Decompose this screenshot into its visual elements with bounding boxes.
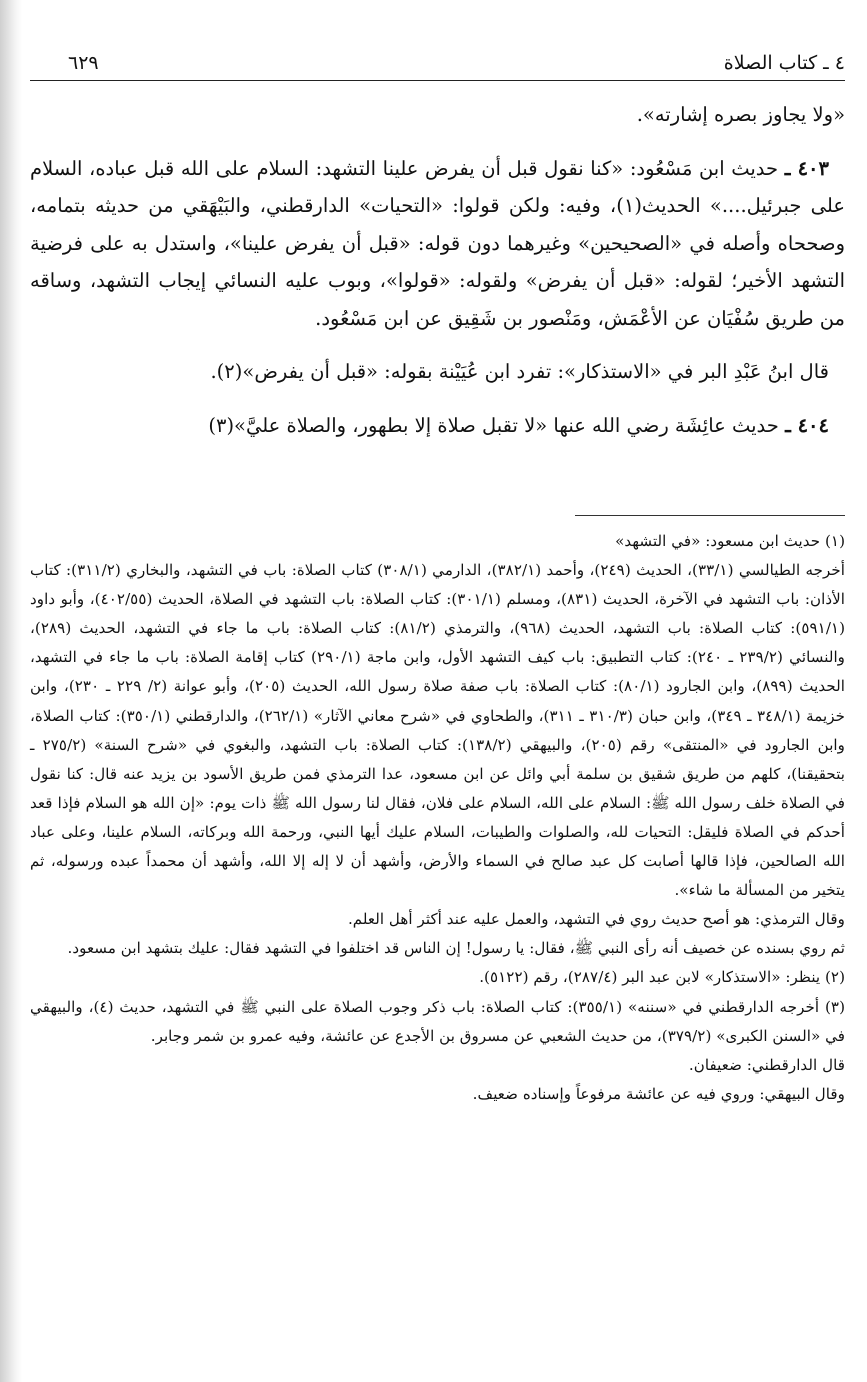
- footnotes: [30, 527, 845, 1109]
- footnote-3-bayhaqi: وقال البيهقي: وروي فيه عن عائشة مرفوعاً وإسناده ضعيف.: [472, 1084, 845, 1103]
- hadith-text: حديث عائِشَة رضي الله عنها «لا تقبل صلاة إلا بطهور، والصلاة عليَّ»(٣): [208, 413, 779, 437]
- footnote-3-daraqutni: قال الدارقطني: ضعيفان.: [688, 1055, 845, 1074]
- footnote-1-heading: (١) حديث ابن مسعود: «في التشهد»: [615, 532, 845, 550]
- page-number: ٦٢٩: [68, 52, 99, 74]
- footnote-1-body: أخرجه الطيالسي (٣٣/١)، الحديث (٢٤٩)، وأحمد (٣٨٢/١)، الدارمي (٣٠٨/١) كتاب الصلاة: باب في التشهد، والبخاري (٣١١/٢): كتاب الأذان: باب التشهد في الآخرة، الحديث (٨٣١)، ومسلم (٣٠١/١): كتاب الصلاة: باب التشهد في الصلاة، الحديث (٤٠٢/٥٥)، وأبو داود (٥٩١/١): كتاب الصلاة: باب التشهد، الحديث (٩٦٨)، والترمذي (٨١/٢): كتاب الصلاة: باب ما جاء في التشهد، الحديث (٢٨٩)، والنسائي (٢٣٩/٢ ـ ٢٤٠): كتاب التطبيق: باب كيف التشهد الأول، وابن ماجة (٢٩٠/١) كتاب إقامة الصلاة: باب ما جاء في التشهد، الحديث (٨٩٩)، وابن الجارود (٨٠/١): كتاب الصلاة: باب صفة صلاة رسول الله، الحديث (٢٠٥)، وأبو عوانة (٢/ ٢٢٩ ـ ٢٣٠)، وابن خزيمة (٣٤٨/١ ـ ٣٤٩)، وابن حبان (٣١٠/٣ ـ ٣١١)، والطحاوي في «شرح معاني الآثار» (٢٦٢/١)، والدارقطني (٣٥٠/١): كتاب الصلاة، وابن الجارود في «المنتقى» رقم (٢٠٥)، والبيهقي (١٣٨/٢): كتاب الصلاة: باب التشهد، والبغوي في «شرح السنة» (٢٧٥/٢ ـ بتحقيقنا)، كلهم من طريق شقيق بن سلمة أبي وائل عن ابن مسعود، عدا الترمذي فمن طريق الأسود بن يزيد عنه قال: كنا نقول في الصلاة خلف رسول الله ﷺ: السلام على الله، السلام على فلان، فقال لنا رسول الله ﷺ ذات يوم: «إن الله هو السلام فإذا قعد أحدكم في الصلاة فليقل: التحيات لله، والصلوات والطيبات، السلام عليك أيها النبي، ورحمة الله وبركاته، السلام علينا، وعلى عباد الله الصالحين، فإذا قالها أصابت كل عبد صالح في السماء والأرض، وأشهد أن لا إله إلا الله، وأشهد أن محمداً عبده ورسوله، ثم يتخير من المسألة ما شاء».: [30, 561, 846, 900]
- opening-line: «ولا يجاوز بصره إشارته».: [636, 103, 845, 126]
- book-page: [30, 0, 845, 1382]
- main-text: [30, 96, 845, 460]
- ibn-abd-al-barr-note: قال ابنُ عَبْدِ البر في «الاستذكار»: تفرد ابن عُيَيْنة بقوله: «قبل أن يفرض»(٢).: [210, 360, 829, 383]
- footnote-3: (٣) أخرجه الدارقطني في «سننه» (٣٥٥/١): كتاب الصلاة: باب ذكر وجوب الصلاة على النبي ﷺ في التشهد، حديث (٤)، والبيهقي في «السنن الكبرى» (٣٧٩/٢)، من حديث الشعبي عن مسروق بن الأجدع عن عائشة، وفيه عمرو بن شمر وجابر.: [30, 997, 845, 1045]
- footnote-1-tirmidhi: وقال الترمذي: هو أصح حديث روي في التشهد، والعمل عليه عند أكثر أهل العلم.: [347, 910, 845, 929]
- chapter-title: ٤ ـ كتاب الصلاة: [723, 52, 845, 74]
- footnote-2: (٢) ينظر: «الاستذكار» لابن عبد البر (٢٨٧/٤)، رقم (٥١٢٢).: [479, 968, 845, 987]
- running-header: [30, 52, 845, 76]
- hadith-403: [30, 150, 845, 338]
- footnote-1-khusayf: ثم روي بسنده عن خصيف أنه رأى النبي ﷺ، فقال: يا رسول! إن الناس قد اختلفوا في التشهد فقال: عليك بتشهد ابن مسعود.: [67, 939, 845, 958]
- page-binding-shadow: [0, 0, 22, 1382]
- header-rule: [30, 80, 845, 81]
- hadith-number: ٤٠٤ ـ: [785, 413, 829, 437]
- hadith-number: ٤٠٣ ـ: [784, 156, 829, 180]
- footnote-separator: [575, 515, 845, 516]
- hadith-text: حديث ابن مَسْعُود: «كنا نقول قبل أن يفرض علينا التشهد: السلام على الله قبل عباده، السلام على جبرئيل....» الحديث(١)، وفيه: ولكن قولوا: «التحيات» الدارقطني، والبَيْهَقي من حديثه بتمامه، وصححاه وأصله في «الصحيحين» وغيرهما دون قوله: «قبل أن يفرض علينا»، واستدل به على فرضية التشهد الأخير؛ لقوله: «قبل أن يفرض» ولقوله: «قولوا»، وبوب عليه النسائي إيجاب التشهد، وساقه من طريق سُفْيَان عن الأعْمَش، ومَنْصور بن شَقِيق عن ابن مَسْعُود.: [30, 156, 845, 330]
- hadith-404: [30, 407, 845, 445]
